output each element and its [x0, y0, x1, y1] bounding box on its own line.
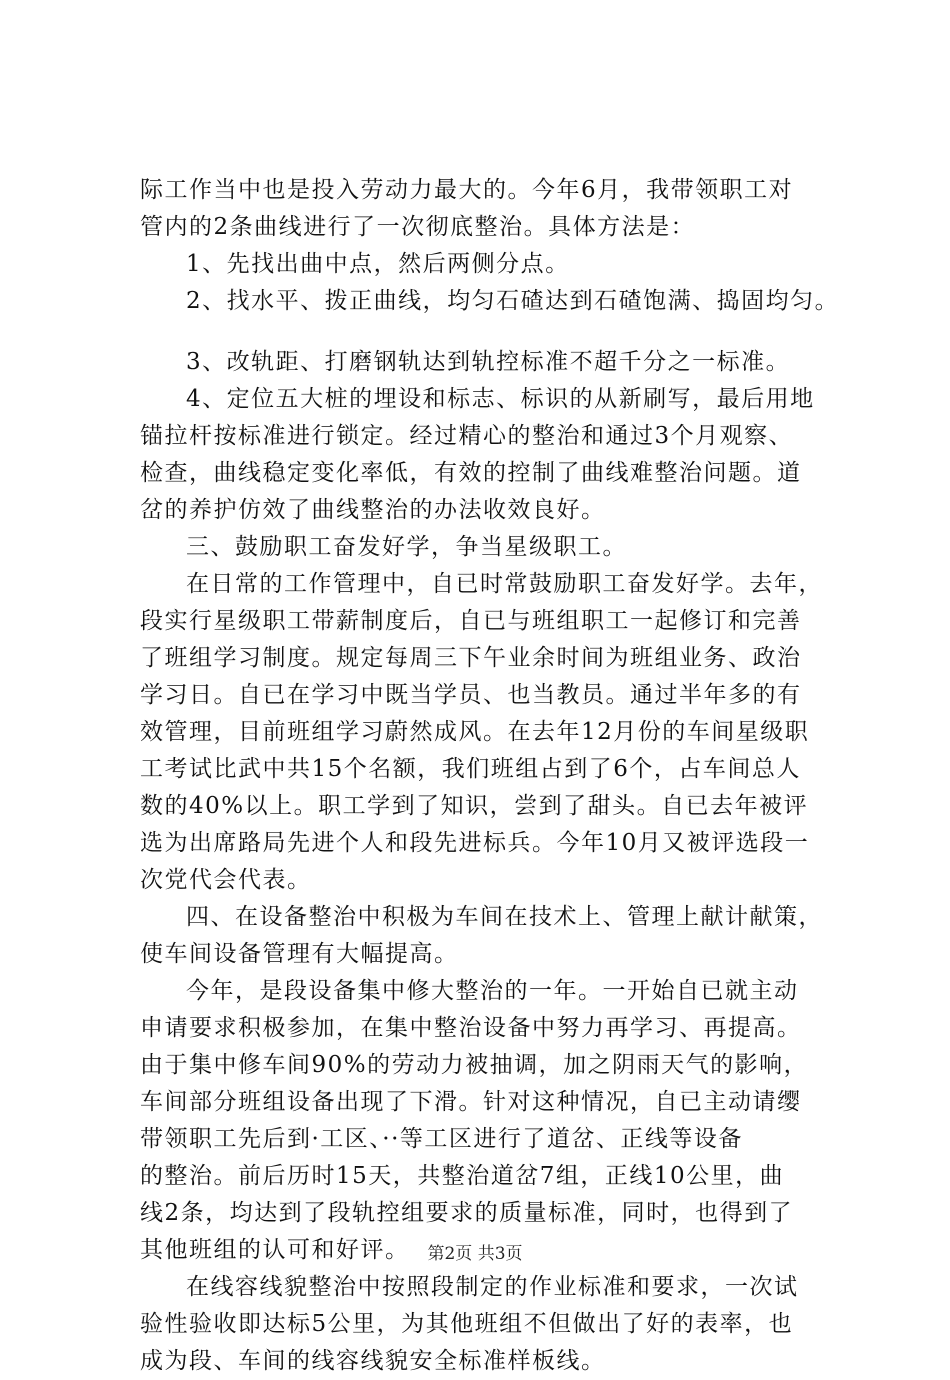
text-line: 3、改轨距、打磨钢轨达到轨控标准不超千分之一标准。: [186, 349, 791, 375]
paragraph-gap: [140, 320, 860, 344]
text-line: 四、在设备整治中积极为车间在技术上、管理上献计献策，: [186, 904, 823, 930]
text-line: 管内的2条曲线进行了一次彻底整治。具体方法是：: [140, 214, 696, 240]
text-line: 线2条，均达到了段轨控组要求的质量标准，同时，也得到了: [140, 1200, 794, 1226]
text-line: 今年，是段设备集中修大整治的一年。一开始自已就主动: [186, 978, 799, 1004]
text-line: 段实行星级职工带薪制度后，自已与班组职工一起修订和完善: [140, 608, 802, 634]
text-line: 数的40%以上。职工学到了知识，尝到了甜头。自已去年被评: [140, 793, 809, 819]
text-line: 工考试比武中共15个名额，我们班组占到了6个，占车间总人: [140, 756, 801, 782]
text-line: 检查，曲线稳定变化率低，有效的控制了曲线难整治问题。道: [140, 460, 802, 486]
text-line: 申请要求积极参加，在集中整治设备中努力再学习、再提高。: [140, 1015, 802, 1041]
text-line: 三、鼓励职工奋发好学，争当星级职工。: [186, 534, 627, 560]
text-line: 学习日。自已在学习中既当学员、也当教员。通过半年多的有: [140, 682, 802, 708]
text-line: 际工作当中也是投入劳动力最大的。今年6月，我带领职工对: [140, 177, 794, 203]
page-footer: 第2页 共3页: [427, 1244, 523, 1264]
text-line: 的整治。前后历时15天，共整治道岔7组，正线10公里，曲: [140, 1163, 785, 1189]
text-line: 验性验收即达标5公里，为其他班组不但做出了好的表率，也: [140, 1311, 794, 1337]
text-line: 在线容线貌整治中按照段制定的作业标准和要求，一次试: [186, 1274, 799, 1300]
text-line: 次党代会代表。: [140, 867, 312, 893]
text-line: 效管理，目前班组学习蔚然成风。在去年12月份的车间星级职: [140, 719, 810, 745]
text-line: 2、找水平、拨正曲线，均匀石碴达到石碴饱满、捣固均匀。: [186, 288, 840, 314]
text-line: 1、先找出曲中点，然后两侧分点。: [186, 251, 570, 277]
text-line: 选为出席路局先进个人和段先进标兵。今年10月又被评选段一: [140, 830, 810, 856]
text-line: 锚拉杆按标准进行锁定。经过精心的整治和通过3个月观察、: [140, 423, 794, 449]
text-line: 了班组学习制度。规定每周三下午业余时间为班组业务、政治: [140, 645, 802, 671]
text-line: 在日常的工作管理中，自已时常鼓励职工奋发好学。去年，: [186, 571, 823, 597]
text-line: 成为段、车间的线容线貌安全标准样板线。: [140, 1348, 606, 1374]
document-body: [140, 172, 860, 1380]
text-line: 其他班组的认可和好评。: [140, 1237, 410, 1263]
text-line: 带领职工先后到·工区、··等工区进行了道岔、正线等设备: [140, 1126, 743, 1152]
text-line: 使车间设备管理有大幅提高。: [140, 941, 459, 967]
text-line: 岔的养护仿效了曲线整治的办法收效良好。: [140, 497, 606, 523]
text-line: 车间部分班组设备出现了下滑。针对这种情况，自已主动请缨: [140, 1089, 802, 1115]
text-line: 由于集中修车间90%的劳动力被抽调，加之阴雨天气的影响，: [140, 1052, 809, 1078]
text-line: 4、定位五大桩的埋设和标志、标识的从新刷写，最后用地: [186, 386, 815, 412]
